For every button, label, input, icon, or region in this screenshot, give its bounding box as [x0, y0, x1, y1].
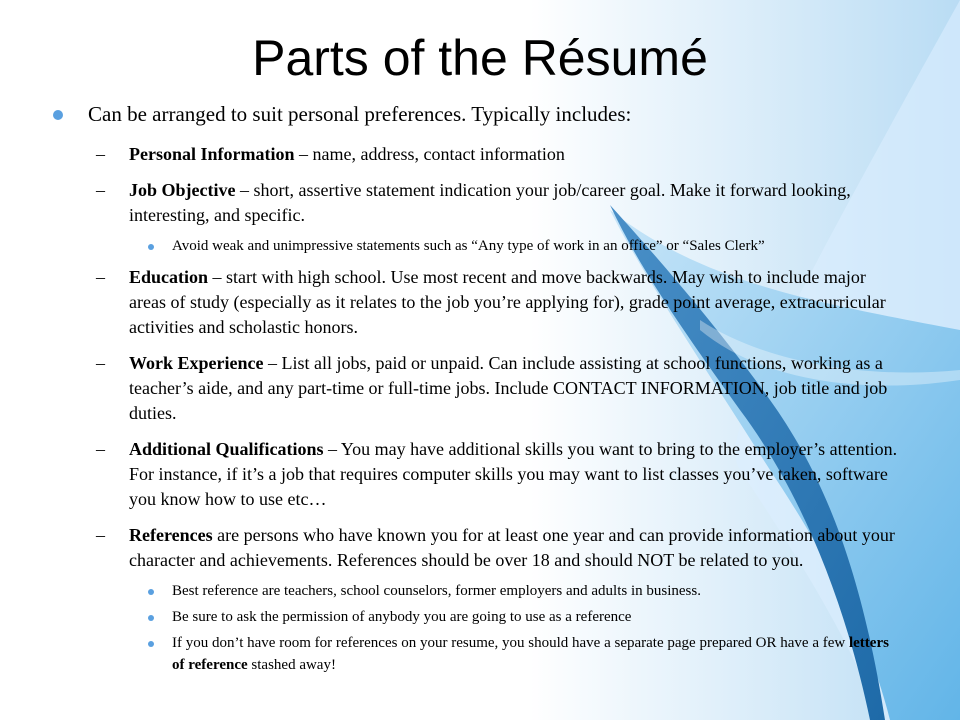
intro-text: Can be arranged to suit personal preferences. Typically includes:: [88, 102, 632, 126]
subitem-text-post: stashed away!: [247, 657, 336, 673]
item-education: [48, 265, 898, 340]
subitem-text: Avoid weak and unimpressive statements such as “Any type of work in an office” or “Sales Clerk”: [172, 238, 765, 254]
subitem-reference-permission: [48, 606, 898, 628]
dash-marker: –: [96, 144, 105, 164]
subitem-reference-best: [48, 580, 898, 602]
slide-body: [48, 100, 898, 684]
item-heading: Personal Information: [129, 144, 295, 164]
item-heading: Job Objective: [129, 180, 236, 200]
item-work-experience: [48, 351, 898, 426]
dash-marker: –: [96, 180, 105, 200]
subitem-objective-tip: [48, 235, 898, 257]
bullet-dot-icon: [148, 641, 154, 647]
dash-marker: –: [96, 353, 105, 373]
subitem-text: Be sure to ask the permission of anybody you are going to use as a reference: [172, 609, 632, 625]
item-text: – short, assertive statement indication your job/career goal. Make it forward looking, interesting, and specific.: [129, 180, 851, 225]
item-job-objective: [48, 178, 898, 228]
slide-title: Parts of the Résumé: [252, 30, 708, 86]
subitem-reference-letters: [48, 632, 898, 676]
bullet-dot-icon: [53, 110, 63, 120]
subitem-text-pre: If you don’t have room for references on your resume, you should have a separate page prepared OR have a few: [172, 635, 849, 651]
item-additional-qualifications: [48, 437, 898, 512]
item-heading: Education: [129, 267, 209, 287]
item-heading: References: [129, 525, 213, 545]
dash-marker: –: [96, 267, 105, 287]
bullet-dot-icon: [148, 589, 154, 595]
item-text: – You may have additional skills you want to bring to the employer’s attention. For instance, if it’s a job that requires computer skills you may want to list classes you’ve taken, software you know how to use etc…: [129, 439, 898, 509]
item-text: – start with high school. Use most recent and move backwards. May wish to include major areas of study (especially as it relates to the job you’re applying for), grade point average, extracurricular activities and scholastic honors.: [129, 267, 886, 337]
subitem-text-bold: letters of reference: [172, 635, 889, 673]
item-text: – List all jobs, paid or unpaid. Can include assisting at school functions, working as a teacher’s aide, and any part-time or full-time jobs. Include CONTACT INFORMATION, job title and job duties.: [129, 353, 888, 423]
item-text: are persons who have known you for at least one year and can provide information about your character and achievements. References should be over 18 and should NOT be related to you.: [129, 525, 895, 570]
bullet-dot-icon: [148, 244, 154, 250]
subitem-text: Best reference are teachers, school counselors, former employers and adults in business.: [172, 583, 701, 599]
dash-marker: –: [96, 525, 105, 545]
item-heading: Work Experience: [129, 353, 264, 373]
item-heading: Additional Qualifications: [129, 439, 324, 459]
dash-marker: –: [96, 439, 105, 459]
item-text: – name, address, contact information: [294, 144, 565, 164]
item-references: [48, 523, 898, 573]
bullet-intro: [48, 100, 898, 128]
bullet-dot-icon: [148, 615, 154, 621]
item-personal-information: [48, 142, 898, 167]
